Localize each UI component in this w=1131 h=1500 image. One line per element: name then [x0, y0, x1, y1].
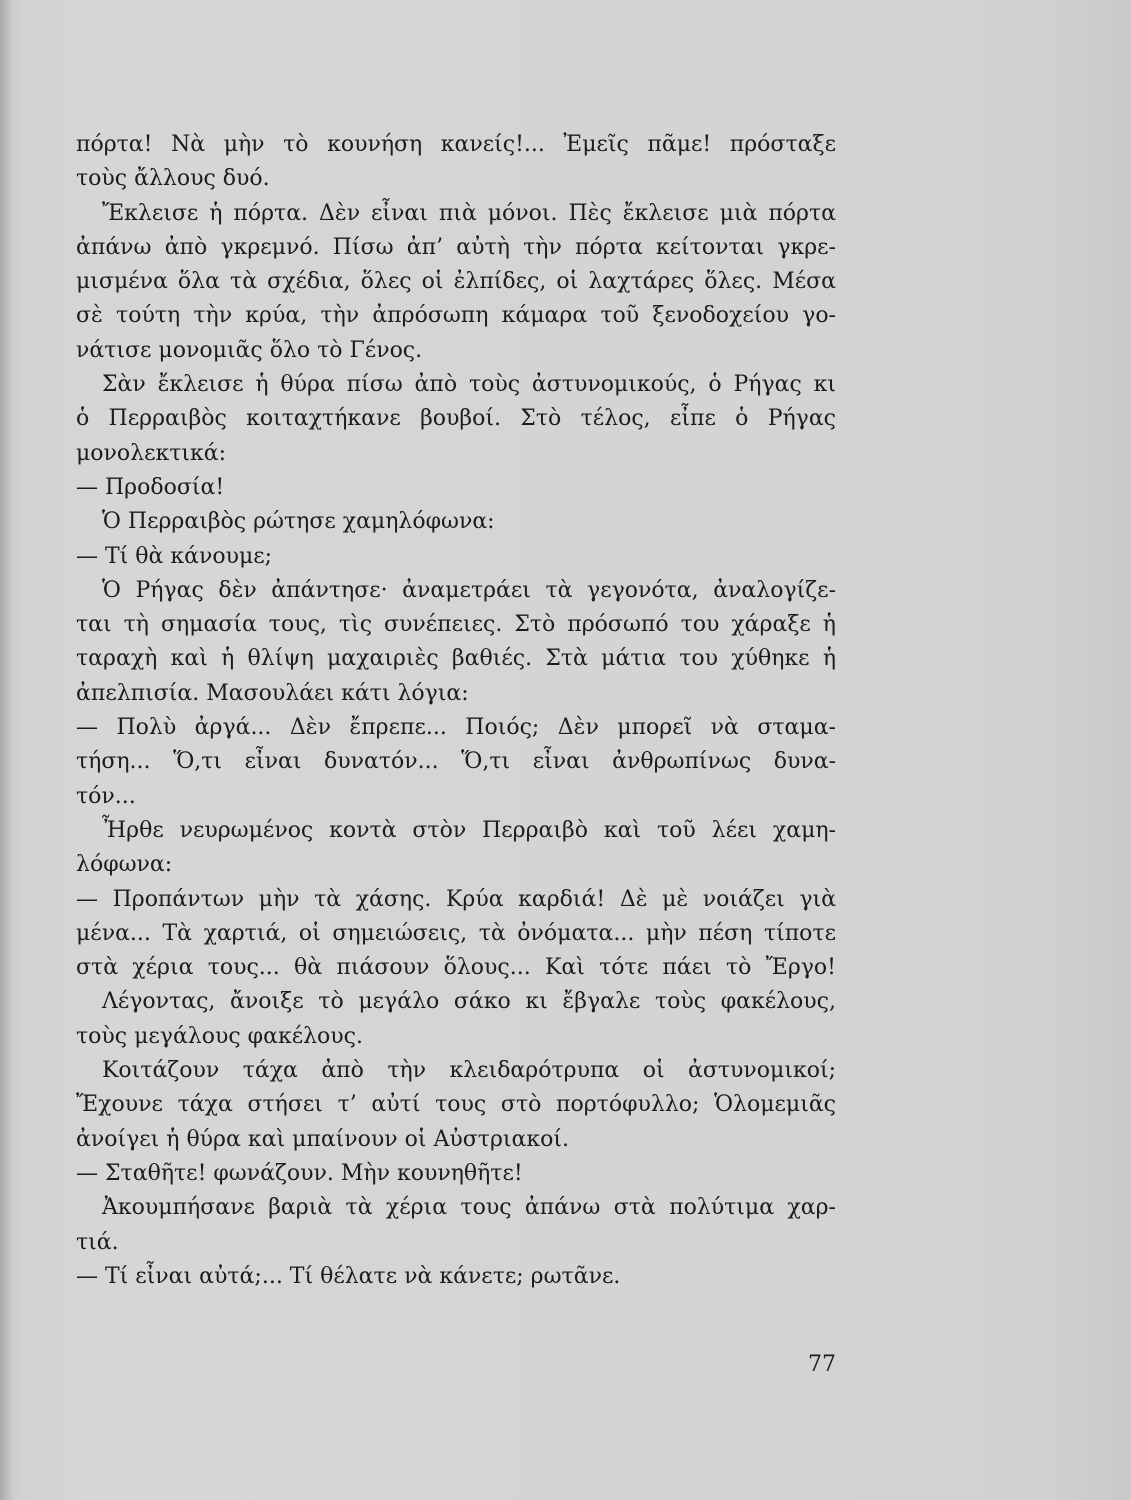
text-line: τιά. [76, 1229, 119, 1255]
text-line: — Τί θὰ κάνουμε; [76, 543, 273, 569]
text-line: — Πολὺ ἀργά... Δὲν ἔπρεπε... Ποιός; Δὲν μπορεῖ νὰ σταμα- [76, 715, 836, 741]
text-line: ταραχὴ καὶ ἡ θλίψη μαχαιριὲς βαθιές. Στὰ μάτια του χύθηκε ἡ [76, 646, 836, 672]
text-line: σὲ τούτη τὴν κρύα, τὴν ἀπρόσωπη κάμαρα τοῦ ξενοδοχείου γο- [76, 303, 836, 329]
text-line: μένα... Τὰ χαρτιά, οἱ σημειώσεις, τὰ ὀνόματα... μὴν πέση τίποτε [76, 920, 836, 946]
page-number: 77 [808, 1352, 836, 1377]
text-line: — Προδοσία! [76, 474, 225, 500]
text-line: Σὰν ἔκλεισε ἡ θύρα πίσω ἀπὸ τοὺς ἀστυνομικούς, ὁ Ρήγας κι [102, 372, 836, 398]
text-line: — Προπάντων μὴν τὰ χάσης. Κρύα καρδιά! Δὲ μὲ νοιάζει γιὰ [76, 886, 836, 912]
text-line: μονολεκτικά: [76, 440, 227, 466]
text-line: ἀπελπισία. Μασουλάει κάτι λόγια: [76, 680, 469, 706]
text-line: Ἀκουμπήσανε βαριὰ τὰ χέρια τους ἀπάνω στὰ πολύτιμα χαρ- [102, 1195, 836, 1221]
binding-shadow [0, 0, 14, 1500]
text-line: Κοιτάζουν τάχα ἀπὸ τὴν κλειδαρότρυπα οἱ ἀστυνομικοί; [102, 1058, 836, 1084]
text-line: Ἦρθε νευρωμένος κοντὰ στὸν Περραιβὸ καὶ τοῦ λέει χαμη- [102, 817, 836, 843]
text-line: — Τί εἶναι αὐτά;... Τί θέλατε νὰ κάνετε; ρωτᾶνε. [76, 1263, 621, 1289]
text-line: Λέγοντας, ἄνοιξε τὸ μεγάλο σάκο κι ἔβγαλε τοὺς φακέλους, [102, 989, 836, 1015]
text-line: ἀπάνω ἀπὸ γκρεμνό. Πίσω ἀπ’ αὐτὴ τὴν πόρτα κείτονται γκρε- [76, 234, 836, 260]
text-line: πόρτα! Νὰ μὴν τὸ κουνήση κανείς!... Ἐμεῖς πᾶμε! πρόσταξε [76, 132, 836, 157]
text-line: Ἔχουνε τάχα στήσει τ’ αὐτί τους στὸ πορτόφυλλο; Ὁλομεμιᾶς [76, 1092, 836, 1118]
text-line: Ὁ Περραιβὸς ρώτησε χαμηλόφωνα: [102, 509, 495, 535]
text-line: τόν... [76, 783, 136, 809]
text-line: λόφωνα: [76, 852, 173, 878]
text-line: ὁ Περραιβὸς κοιταχτήκανε βουβοί. Στὸ τέλος, εἶπε ὁ Ρήγας [76, 406, 836, 432]
text-line: τοὺς ἄλλους δυό. [76, 166, 270, 192]
text-line: νάτισε μονομιᾶς ὅλο τὸ Γένος. [76, 337, 423, 363]
text-line: ἀνοίγει ἡ θύρα καὶ μπαίνουν οἱ Αὐστριακοί. [76, 1126, 570, 1152]
text-line: στὰ χέρια τους... θὰ πιάσουν ὅλους... Καὶ τότε πάει τὸ Ἔργο! [76, 955, 836, 981]
body-text [76, 128, 836, 1294]
text-line: Ὁ Ρήγας δὲν ἀπάντησε· ἀναμετράει τὰ γεγονότα, ἀναλογίζε- [102, 577, 836, 603]
text-line: Ἔκλεισε ἡ πόρτα. Δὲν εἶναι πιὰ μόνοι. Πὲς ἔκλεισε μιὰ πόρτα [102, 200, 836, 226]
text-line: τοὺς μεγάλους φακέλους. [76, 1023, 363, 1049]
text-line: μισμένα ὅλα τὰ σχέδια, ὅλες οἱ ἐλπίδες, οἱ λαχτάρες ὅλες. Μέσα [76, 269, 836, 295]
text-line: τήση... Ὅ,τι εἶναι δυνατόν... Ὅ,τι εἶναι ἀνθρωπίνως δυνα- [76, 749, 836, 775]
text-line: — Σταθῆτε! φωνάζουν. Μὴν κουνηθῆτε! [76, 1160, 523, 1186]
text-line: ται τὴ σημασία τους, τὶς συνέπειες. Στὸ πρόσωπό του χάραξε ἡ [76, 612, 836, 638]
